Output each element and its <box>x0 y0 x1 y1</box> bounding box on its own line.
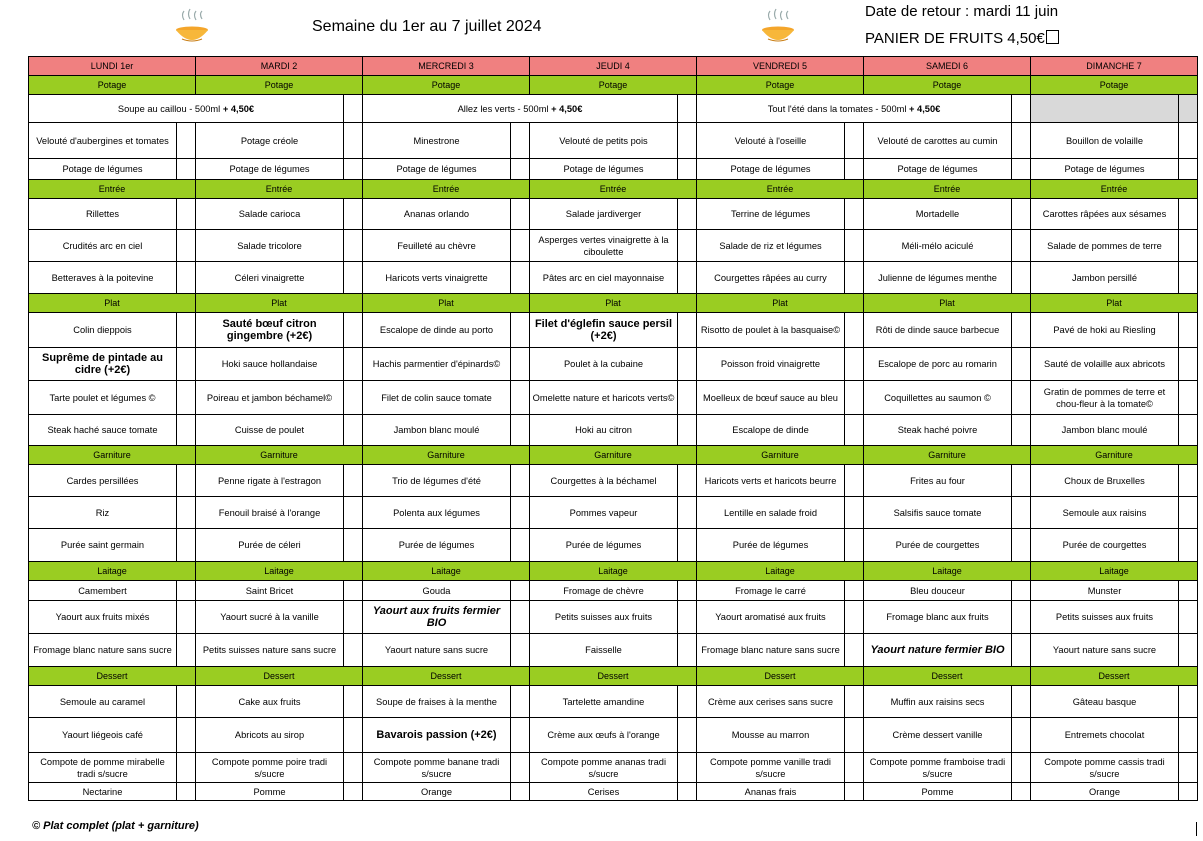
menu-item: Pomme <box>196 783 344 801</box>
menu-item: Crème aux cerises sans sucre <box>697 686 845 718</box>
section-header: Plat <box>864 294 1031 313</box>
section-header: Potage <box>864 76 1031 95</box>
section-header: Plat <box>363 294 530 313</box>
menu-item: Courgettes râpées au curry <box>697 262 845 294</box>
section-header: Laitage <box>864 562 1031 581</box>
section-header: Dessert <box>697 667 864 686</box>
day-header: SAMEDI 6 <box>864 57 1031 76</box>
menu-item: Trio de légumes d'été <box>363 465 511 497</box>
menu-item: Gouda <box>363 581 511 601</box>
menu-item: Jambon blanc moulé <box>363 415 511 446</box>
day-header: VENDREDI 5 <box>697 57 864 76</box>
menu-item: Crème aux œufs à l'orange <box>530 718 678 753</box>
section-header: Entrée <box>697 180 864 199</box>
section-header: Dessert <box>864 667 1031 686</box>
menu-item: Gratin de pommes de terre et chou-fleur à la tomate© <box>1031 381 1179 415</box>
soup-500ml-offer: Soupe au caillou - 500ml + 4,50€ <box>29 95 344 123</box>
section-header: Garniture <box>1031 446 1198 465</box>
section-header: Plat <box>1031 294 1198 313</box>
section-header: Dessert <box>196 667 363 686</box>
menu-item: Velouté à l'oseille <box>697 123 845 159</box>
menu-item: Purée de courgettes <box>864 529 1012 562</box>
day-header: JEUDI 4 <box>530 57 697 76</box>
section-header: Garniture <box>363 446 530 465</box>
menu-item: Orange <box>1031 783 1179 801</box>
fruit-basket-line <box>865 30 1059 47</box>
section-header: Dessert <box>29 667 196 686</box>
section-header: Garniture <box>697 446 864 465</box>
section-header: Garniture <box>29 446 196 465</box>
menu-item: Gâteau basque <box>1031 686 1179 718</box>
menu-item: Jambon persillé <box>1031 262 1179 294</box>
menu-item: Compote pomme vanille tradi s/sucre <box>697 753 845 783</box>
section-header: Plat <box>29 294 196 313</box>
section-header: Entrée <box>530 180 697 199</box>
menu-item: Potage de légumes <box>1031 159 1179 180</box>
fruit-basket-label: PANIER DE FRUITS 4,50€ <box>865 30 1045 47</box>
menu-item: Compote pomme banane tradi s/sucre <box>363 753 511 783</box>
menu-item: Potage de légumes <box>29 159 177 180</box>
menu-item: Yaourt nature sans sucre <box>1031 634 1179 667</box>
menu-item: Petits suisses nature sans sucre <box>196 634 344 667</box>
menu-item: Salade carioca <box>196 199 344 230</box>
menu-item: Pavé de hoki au Riesling <box>1031 313 1179 348</box>
menu-item: Poisson froid vinaigrette <box>697 348 845 381</box>
menu-item: Polenta aux légumes <box>363 497 511 529</box>
empty-cell <box>1031 95 1179 123</box>
menu-item: Carottes râpées aux sésames <box>1031 199 1179 230</box>
section-header: Entrée <box>864 180 1031 199</box>
soup-bowl-icon <box>170 6 214 50</box>
soup-500ml-offer: Tout l'été dans la tomates - 500ml + 4,50€ <box>697 95 1012 123</box>
menu-item: Yaourt aux fruits mixés <box>29 601 177 634</box>
menu-item: Escalope de dinde <box>697 415 845 446</box>
menu-item: Faisselle <box>530 634 678 667</box>
section-header: Dessert <box>1031 667 1198 686</box>
section-header: Potage <box>530 76 697 95</box>
menu-item: Velouté de carottes au cumin <box>864 123 1012 159</box>
menu-item: Salade jardiverger <box>530 199 678 230</box>
menu-item: Fenouil braisé à l'orange <box>196 497 344 529</box>
menu-item-premium: Bavarois passion (+2€) <box>363 718 511 753</box>
section-header: Plat <box>196 294 363 313</box>
menu-item: Lentille en salade froid <box>697 497 845 529</box>
menu-item: Salsifis sauce tomate <box>864 497 1012 529</box>
menu-item: Semoule aux raisins <box>1031 497 1179 529</box>
section-header: Garniture <box>530 446 697 465</box>
menu-item: Salade de riz et légumes <box>697 230 845 262</box>
menu-item: Cake aux fruits <box>196 686 344 718</box>
menu-item: Purée de légumes <box>530 529 678 562</box>
menu-item: Purée de courgettes <box>1031 529 1179 562</box>
section-header: Laitage <box>1031 562 1198 581</box>
menu-item: Saint Bricet <box>196 581 344 601</box>
menu-item: Julienne de légumes menthe <box>864 262 1012 294</box>
menu-item: Camembert <box>29 581 177 601</box>
menu-item: Purée de légumes <box>363 529 511 562</box>
soup-bowl-icon <box>756 6 800 50</box>
menu-item: Riz <box>29 497 177 529</box>
menu-item: Moelleux de bœuf sauce au bleu <box>697 381 845 415</box>
section-header: Laitage <box>29 562 196 581</box>
menu-item: Penne rigate à l'estragon <box>196 465 344 497</box>
section-header: Potage <box>1031 76 1198 95</box>
menu-item: Frites au four <box>864 465 1012 497</box>
menu-item: Mortadelle <box>864 199 1012 230</box>
menu-item: Haricots verts vinaigrette <box>363 262 511 294</box>
soup-500ml-offer: Allez les verts - 500ml + 4,50€ <box>363 95 678 123</box>
section-header: Garniture <box>196 446 363 465</box>
menu-item: Petits suisses aux fruits <box>1031 601 1179 634</box>
menu-item: Ananas orlando <box>363 199 511 230</box>
menu-item: Soupe de fraises à la menthe <box>363 686 511 718</box>
menu-item-organic: Yaourt nature fermier BIO <box>864 634 1012 667</box>
menu-item: Jambon blanc moulé <box>1031 415 1179 446</box>
section-header: Potage <box>196 76 363 95</box>
menu-item: Yaourt liégeois café <box>29 718 177 753</box>
menu-item: Bleu douceur <box>864 581 1012 601</box>
fruit-basket-checkbox[interactable] <box>1046 30 1059 44</box>
menu-item: Compote de pomme mirabelle tradi s/sucre <box>29 753 177 783</box>
menu-item: Potage de légumes <box>363 159 511 180</box>
menu-item: Muffin aux raisins secs <box>864 686 1012 718</box>
section-header: Dessert <box>530 667 697 686</box>
menu-item: Nectarine <box>29 783 177 801</box>
menu-item: Omelette nature et haricots verts© <box>530 381 678 415</box>
day-header: MARDI 2 <box>196 57 363 76</box>
menu-item: Potage de légumes <box>530 159 678 180</box>
day-header: LUNDI 1er <box>29 57 196 76</box>
menu-item: Abricots au sirop <box>196 718 344 753</box>
menu-item: Salade de pommes de terre <box>1031 230 1179 262</box>
menu-item: Purée saint germain <box>29 529 177 562</box>
menu-item: Coquillettes au saumon © <box>864 381 1012 415</box>
section-header: Entrée <box>363 180 530 199</box>
menu-item: Crème dessert vanille <box>864 718 1012 753</box>
weekly-menu-table <box>28 56 1198 801</box>
menu-item: Betteraves à la poitevine <box>29 262 177 294</box>
menu-title: Semaine du 1er au 7 juillet 2024 <box>312 18 542 35</box>
menu-item: Hachis parmentier d'épinards© <box>363 348 511 381</box>
section-header: Plat <box>697 294 864 313</box>
menu-item: Asperges vertes vinaigrette à la ciboulette <box>530 230 678 262</box>
menu-item: Tarte poulet et légumes © <box>29 381 177 415</box>
menu-item: Poireau et jambon béchamel© <box>196 381 344 415</box>
menu-item-premium: Filet d'églefin sauce persil (+2€) <box>530 313 678 348</box>
menu-item-premium: Sauté bœuf citron gingembre (+2€) <box>196 313 344 348</box>
return-date: Date de retour : mardi 11 juin <box>865 3 1059 20</box>
section-header: Dessert <box>363 667 530 686</box>
menu-item: Cardes persillées <box>29 465 177 497</box>
menu-item: Cerises <box>530 783 678 801</box>
menu-item: Compote pomme ananas tradi s/sucre <box>530 753 678 783</box>
menu-item-organic: Yaourt aux fruits fermier BIO <box>363 601 511 634</box>
menu-item: Semoule au caramel <box>29 686 177 718</box>
menu-item: Haricots verts et haricots beurre <box>697 465 845 497</box>
section-header: Potage <box>29 76 196 95</box>
menu-item: Tartelette amandine <box>530 686 678 718</box>
menu-item: Velouté de petits pois <box>530 123 678 159</box>
menu-item: Escalope de dinde au porto <box>363 313 511 348</box>
menu-item: Velouté d'aubergines et tomates <box>29 123 177 159</box>
day-header: MERCREDI 3 <box>363 57 530 76</box>
day-header: DIMANCHE 7 <box>1031 57 1198 76</box>
empty-cell <box>1179 95 1198 123</box>
menu-item-premium: Suprême de pintade au cidre (+2€) <box>29 348 177 381</box>
menu-item: Courgettes à la béchamel <box>530 465 678 497</box>
menu-item: Fromage de chèvre <box>530 581 678 601</box>
section-header: Entrée <box>196 180 363 199</box>
menu-item: Purée de légumes <box>697 529 845 562</box>
menu-item: Fromage blanc aux fruits <box>864 601 1012 634</box>
footnote: © Plat complet (plat + garniture) <box>32 820 199 832</box>
section-header: Laitage <box>363 562 530 581</box>
divider <box>1196 822 1197 836</box>
menu-item: Rôti de dinde sauce barbecue <box>864 313 1012 348</box>
menu-item: Pommes vapeur <box>530 497 678 529</box>
menu-item: Hoki sauce hollandaise <box>196 348 344 381</box>
menu-item: Choux de Bruxelles <box>1031 465 1179 497</box>
section-header: Laitage <box>697 562 864 581</box>
section-header: Laitage <box>530 562 697 581</box>
section-header: Entrée <box>29 180 196 199</box>
menu-item: Potage de légumes <box>697 159 845 180</box>
section-header: Plat <box>530 294 697 313</box>
menu-item: Purée de céleri <box>196 529 344 562</box>
menu-item: Compote pomme poire tradi s/sucre <box>196 753 344 783</box>
menu-item: Potage de légumes <box>196 159 344 180</box>
section-header: Garniture <box>864 446 1031 465</box>
menu-item: Méli-mélo aciculé <box>864 230 1012 262</box>
menu-item: Feuilleté au chèvre <box>363 230 511 262</box>
menu-item: Crudités arc en ciel <box>29 230 177 262</box>
day-header-row <box>29 57 1198 76</box>
menu-item: Fromage blanc nature sans sucre <box>29 634 177 667</box>
menu-item: Hoki au citron <box>530 415 678 446</box>
menu-item: Minestrone <box>363 123 511 159</box>
menu-item: Risotto de poulet à la basquaise© <box>697 313 845 348</box>
section-header: Potage <box>697 76 864 95</box>
menu-item: Poulet à la cubaine <box>530 348 678 381</box>
menu-item: Compote pomme framboise tradi s/sucre <box>864 753 1012 783</box>
menu-item: Steak haché poivre <box>864 415 1012 446</box>
menu-item: Fromage le carré <box>697 581 845 601</box>
menu-item: Sauté de volaille aux abricots <box>1031 348 1179 381</box>
menu-item: Filet de colin sauce tomate <box>363 381 511 415</box>
menu-item: Rillettes <box>29 199 177 230</box>
menu-item: Pomme <box>864 783 1012 801</box>
menu-item: Cuisse de poulet <box>196 415 344 446</box>
menu-item: Bouillon de volaille <box>1031 123 1179 159</box>
menu-item: Orange <box>363 783 511 801</box>
menu-item: Céleri vinaigrette <box>196 262 344 294</box>
section-header: Entrée <box>1031 180 1198 199</box>
menu-item: Ananas frais <box>697 783 845 801</box>
menu-item: Steak haché sauce tomate <box>29 415 177 446</box>
menu-item: Colin dieppois <box>29 313 177 348</box>
menu-item: Terrine de légumes <box>697 199 845 230</box>
menu-item: Pâtes arc en ciel mayonnaise <box>530 262 678 294</box>
menu-item: Fromage blanc nature sans sucre <box>697 634 845 667</box>
menu-item: Petits suisses aux fruits <box>530 601 678 634</box>
menu-item: Mousse au marron <box>697 718 845 753</box>
menu-item: Munster <box>1031 581 1179 601</box>
menu-item: Compote pomme cassis tradi s/sucre <box>1031 753 1179 783</box>
menu-item: Potage créole <box>196 123 344 159</box>
menu-item: Yaourt sucré à la vanille <box>196 601 344 634</box>
menu-item: Entremets chocolat <box>1031 718 1179 753</box>
menu-item: Potage de légumes <box>864 159 1012 180</box>
menu-item: Escalope de porc au romarin <box>864 348 1012 381</box>
section-header: Laitage <box>196 562 363 581</box>
menu-item: Yaourt nature sans sucre <box>363 634 511 667</box>
menu-item: Yaourt aromatisé aux fruits <box>697 601 845 634</box>
menu-item: Salade tricolore <box>196 230 344 262</box>
section-header: Potage <box>363 76 530 95</box>
